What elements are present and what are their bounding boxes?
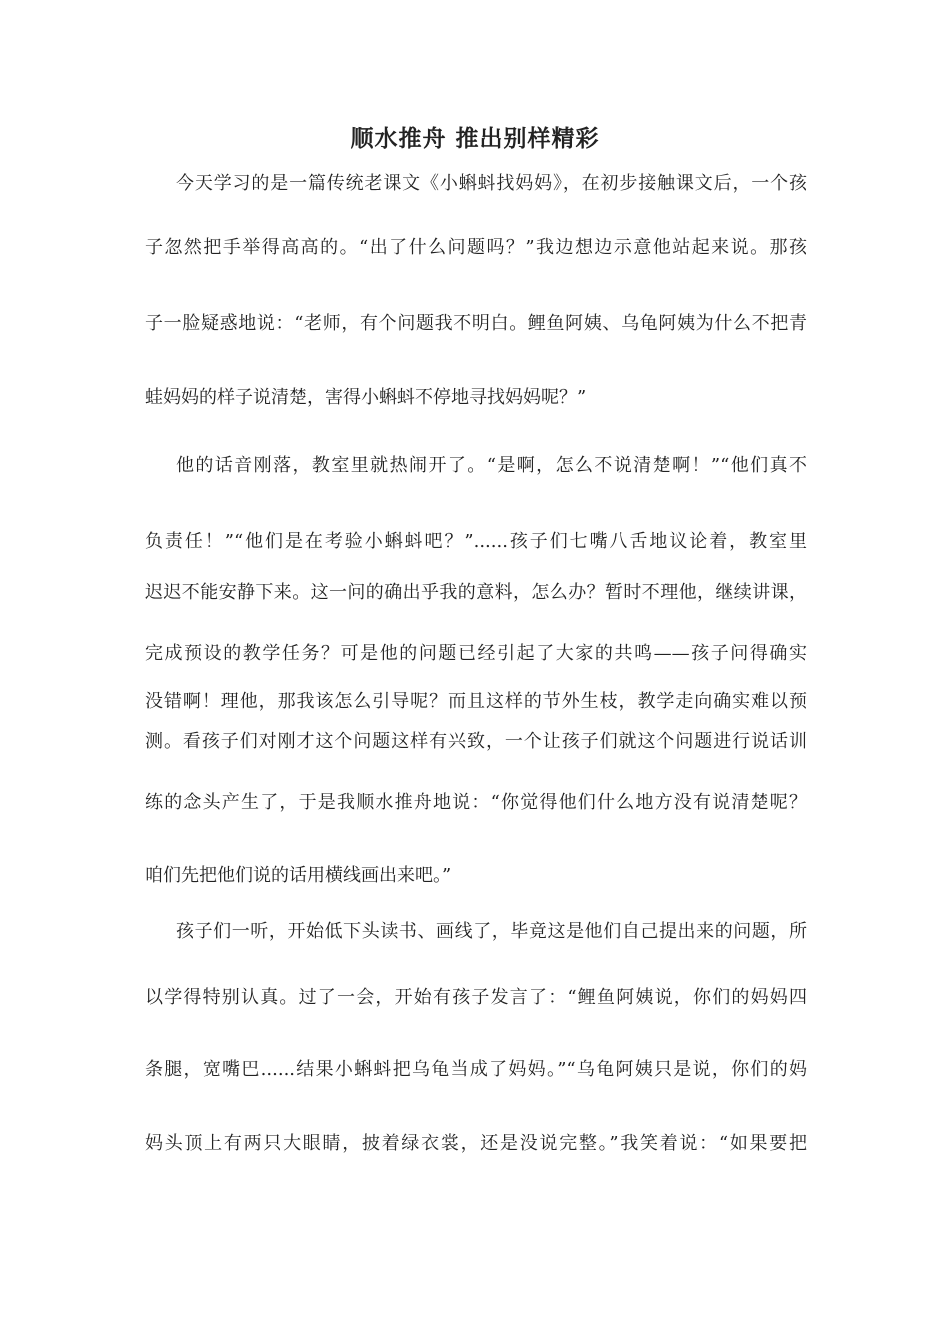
paragraph-line: 以学得特别认真。过了一会，开始有孩子发言了：“鲤鱼阿姨说，你们的妈妈四 — [145, 987, 807, 1008]
paragraph-line: 蛙妈妈的样子说清楚，害得小蝌蚪不停地寻找妈妈呢？” — [145, 387, 587, 408]
paragraph-line: 负责任！”“他们是在考验小蝌蚪吧？”......孩子们七嘴八舌地议论着，教室里 — [145, 531, 807, 552]
paragraph-line: 练的念头产生了，于是我顺水推舟地说：“你觉得他们什么地方没有说清楚呢？ — [145, 792, 807, 813]
paragraph-line: 条腿，宽嘴巴......结果小蝌蚪把乌龟当成了妈妈。”“乌龟阿姨只是说，你们的妈 — [145, 1059, 807, 1080]
paragraph-line: 完成预设的教学任务？可是他的问题已经引起了大家的共鸣——孩子问得确实 — [145, 643, 807, 664]
paragraph-line: 妈头顶上有两只大眼睛，披着绿衣裳，还是没说完整。”我笑着说：“如果要把 — [145, 1133, 807, 1154]
paragraph-line: 他的话音刚落，教室里就热闹开了。“是啊，怎么不说清楚啊！”“他们真不 — [176, 455, 807, 476]
paragraph-line: 咱们先把他们说的话用横线画出来吧。” — [145, 865, 452, 886]
document-title: 顺水推舟 推出别样精彩 — [350, 125, 600, 152]
paragraph-line: 子一脸疑惑地说：“老师，有个问题我不明白。鲤鱼阿姨、乌龟阿姨为什么不把青 — [145, 313, 807, 334]
paragraph-line: 没错啊！理他，那我该怎么引导呢？而且这样的节外生枝，教学走向确实难以预 — [145, 691, 807, 712]
paragraph-line: 孩子们一听，开始低下头读书、画线了，毕竟这是他们自己提出来的问题，所 — [176, 921, 807, 942]
paragraph-line: 测。看孩子们对刚才这个问题这样有兴致，一个让孩子们就这个问题进行说话训 — [145, 731, 807, 752]
paragraph-line: 今天学习的是一篇传统老课文《小蝌蚪找妈妈》，在初步接触课文后，一个孩 — [176, 173, 807, 194]
paragraph-line: 迟迟不能安静下来。这一问的确出乎我的意料，怎么办？暂时不理他，继续讲课， — [145, 582, 807, 603]
paragraph-line: 子忽然把手举得高高的。“出了什么问题吗？”我边想边示意他站起来说。那孩 — [145, 237, 807, 258]
